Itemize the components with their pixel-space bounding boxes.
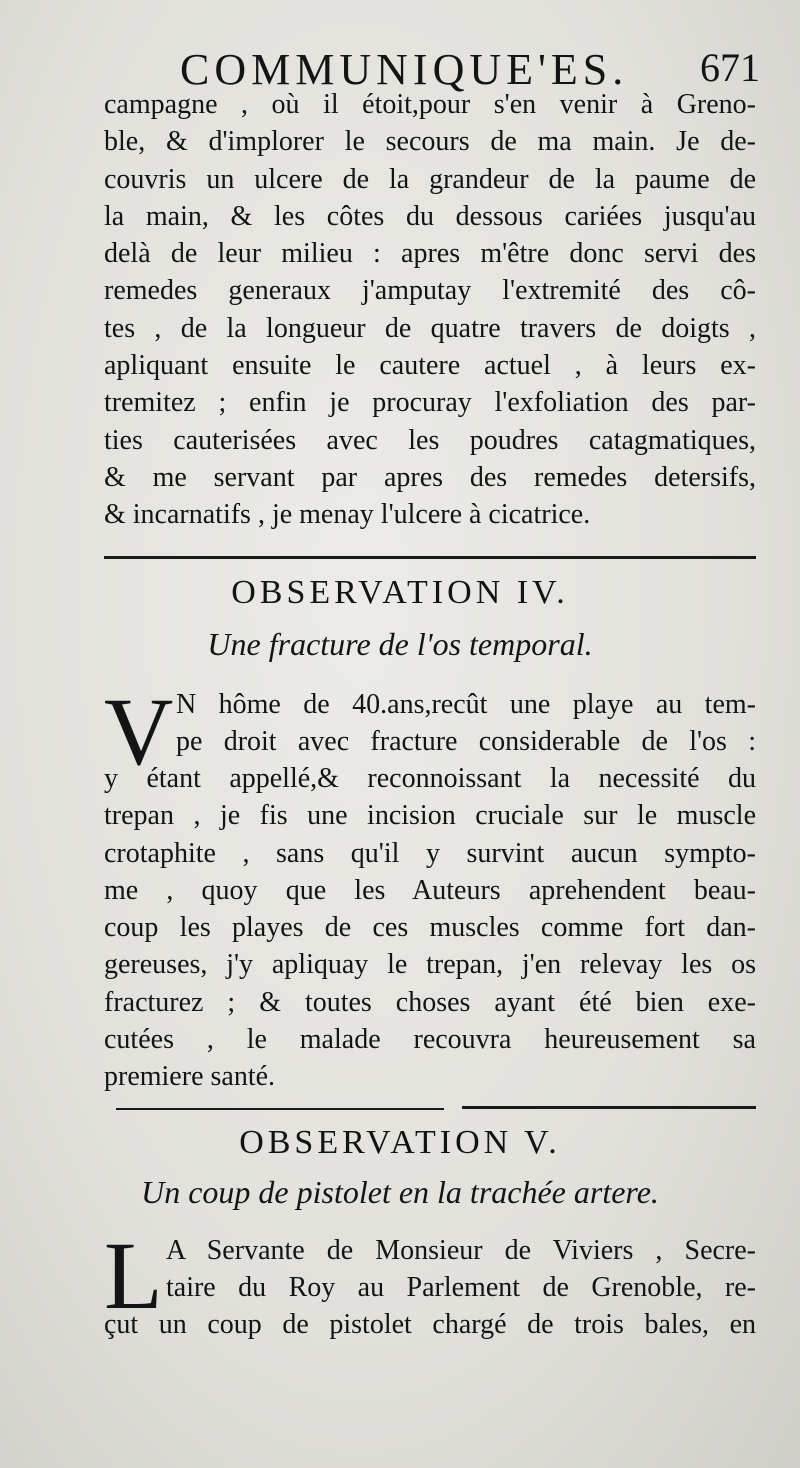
text-line: la main, & les côtes du dessous cariées jusqu'au <box>104 200 756 232</box>
text-line: remedes generaux j'amputay l'extremité des cô- <box>104 275 756 307</box>
text-line: fracturez ; & toutes choses ayant été bien exe- <box>104 986 756 1018</box>
text-line: gereuses, j'y apliquay le trepan, j'en relevay les os <box>104 949 756 981</box>
text-line: & incarnatifs , je menay l'ulcere à cicatrice. <box>104 499 591 531</box>
text-line: me , quoy que les Auteurs aprehendent beau- <box>104 874 756 906</box>
section-divider <box>104 556 756 559</box>
text-line: trepan , je fis une incision cruciale sur le muscle <box>104 800 756 832</box>
text-line: delà de leur milieu : apres m'être donc servi des <box>104 238 756 270</box>
observation-5-title: OBSERVATION V. <box>239 1124 561 1161</box>
observation-5-paragraph <box>104 1306 756 1343</box>
text-line: y étant appellé,& reconnoissant la necessité du <box>104 763 756 794</box>
running-title: COMMUNIQUE'ES. <box>180 45 629 94</box>
text-line: & me servant par apres des remedes detersifs, <box>104 461 756 493</box>
drop-cap: L <box>104 1222 163 1329</box>
observation-5-opening <box>166 1232 756 1307</box>
text-line: cutées , le malade recouvra heureusement sa <box>104 1024 756 1056</box>
section-divider-right <box>462 1106 756 1109</box>
text-line: A Servante de Monsieur de Viviers , Secre- <box>166 1235 756 1266</box>
text-line: tremitez ; enfin je procuray l'exfoliation des par- <box>104 387 756 419</box>
observation-5-subtitle: Un coup de pistolet en la trachée artere. <box>141 1174 659 1210</box>
observation-4-title: OBSERVATION IV. <box>231 574 569 611</box>
text-line: crotaphite , sans qu'il y survint aucun sympto- <box>104 837 756 869</box>
text-line: çut un coup de pistolet chargé de trois bales, en <box>104 1309 756 1340</box>
section-divider-left <box>116 1108 444 1110</box>
drop-cap: V <box>104 678 174 785</box>
text-line: coup les playes de ces muscles comme fort dan- <box>104 912 756 944</box>
continued-paragraph <box>104 86 756 534</box>
text-line: premiere santé. <box>104 1061 276 1093</box>
observation-4-subtitle: Une fracture de l'os temporal. <box>207 626 593 662</box>
text-line: tes , de la longueur de quatre travers de doigts , <box>104 312 756 344</box>
text-line: apliquant ensuite le cautere actuel , à leurs ex- <box>104 350 756 382</box>
page-number: 671 <box>700 45 760 90</box>
text-line: N hôme de 40.ans,recût une playe au tem- <box>176 689 756 720</box>
text-line: taire du Roy au Parlement de Grenoble, re- <box>166 1272 756 1304</box>
text-line: ties cauterisées avec les poudres catagmatiques, <box>104 424 756 456</box>
observation-4-opening <box>176 686 756 761</box>
text-line: ble, & d'implorer le secours de ma main. Je de- <box>104 126 756 158</box>
text-line: pe droit avec fracture considerable de l'os : <box>176 726 756 758</box>
text-line: campagne , où il étoit,pour s'en venir à Greno- <box>104 89 756 120</box>
text-line: couvris un ulcere de la grandeur de la paume de <box>104 163 756 195</box>
observation-4-paragraph <box>104 760 756 1096</box>
